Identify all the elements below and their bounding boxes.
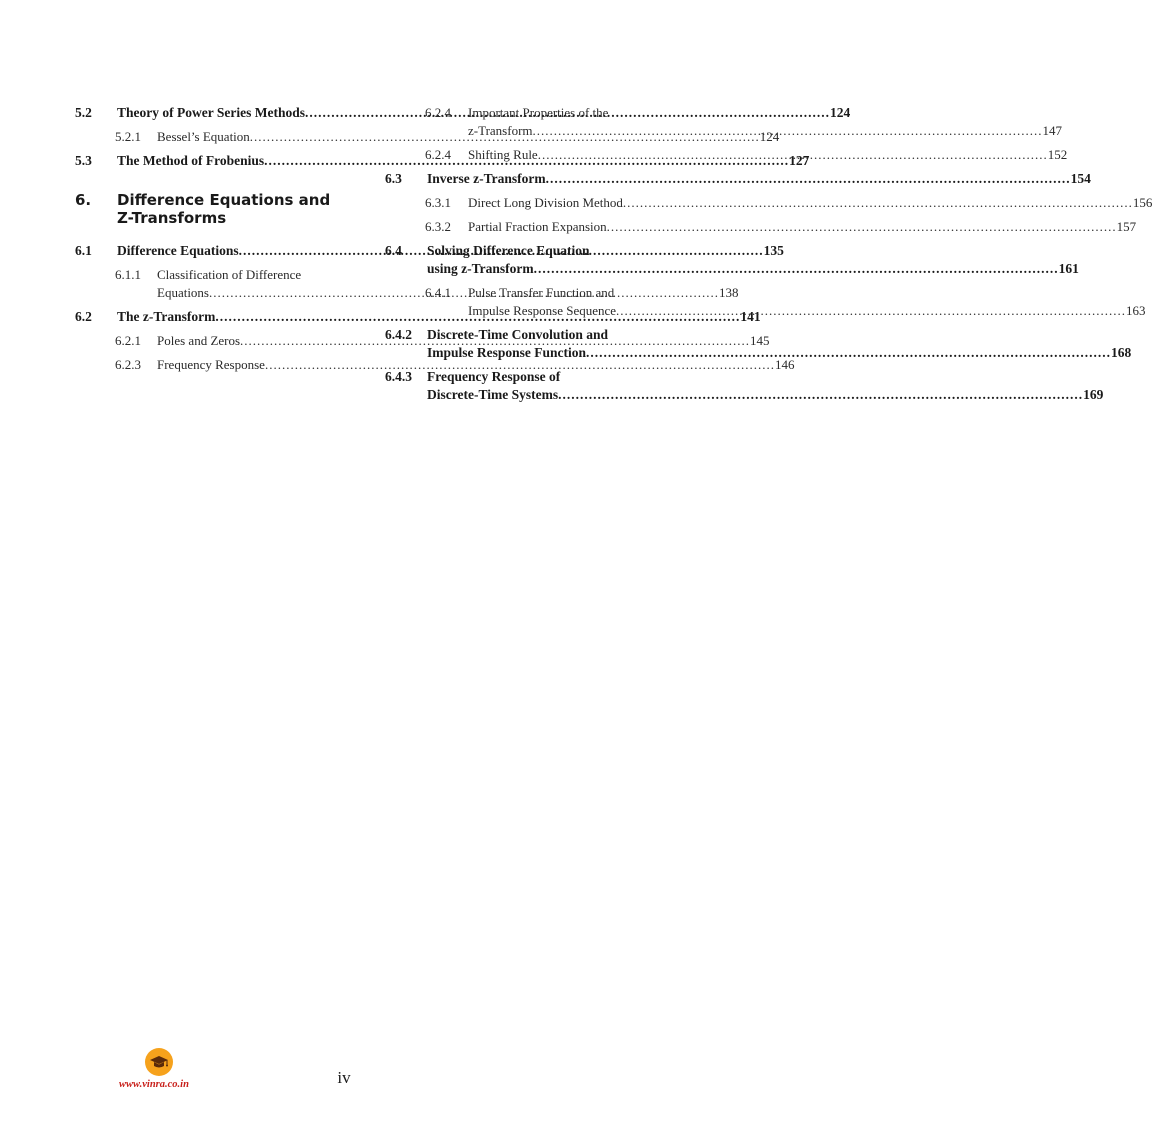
entry-number: 6.1.1 xyxy=(115,267,141,282)
entry-title: Equations xyxy=(157,285,209,300)
leader-dots xyxy=(533,122,1043,140)
leader-dots xyxy=(586,344,1111,362)
entry-number: 6.2.1 xyxy=(115,333,141,348)
entry-page: 127 xyxy=(789,153,810,168)
entry-page: 147 xyxy=(1042,123,1063,138)
toc-entry-6-2-3[interactable] xyxy=(115,356,795,374)
entry-page: 168 xyxy=(1111,345,1132,360)
entry-title: Impulse Response Sequence xyxy=(468,303,617,318)
entry-number: 6.4 xyxy=(385,243,402,258)
chapter-number: 6. xyxy=(75,191,92,209)
entry-page: 141 xyxy=(740,309,761,324)
entry-page: 154 xyxy=(1070,171,1091,186)
page-number: iv xyxy=(337,1068,351,1087)
entry-number: 6.3.2 xyxy=(425,219,451,234)
entry-page: 124 xyxy=(759,129,780,144)
entry-number: 6.4.2 xyxy=(385,327,412,342)
website-link[interactable]: www.vinra.co.in xyxy=(119,1079,189,1090)
entry-page: 145 xyxy=(750,333,770,348)
entry-page: 124 xyxy=(829,105,851,120)
entry-title-line1: Pulse Transfer Function and xyxy=(468,285,615,300)
entry-number: 6.2.3 xyxy=(115,357,141,372)
entry-title-line1: Solving Difference Equation xyxy=(427,243,590,258)
toc-entry-6-3-2[interactable] xyxy=(425,218,1137,236)
leader-dots xyxy=(623,194,1133,212)
entry-title: Shifting Rule xyxy=(468,147,538,162)
entry-title: Bessel’s Equation xyxy=(157,129,250,144)
entry-number: 5.2 xyxy=(75,105,92,120)
entry-title-line1: Important Properties of the xyxy=(468,105,609,120)
entry-title: The Method of Frobenius xyxy=(117,153,265,168)
entry-title: z-Transform xyxy=(468,123,533,138)
entry-page: 138 xyxy=(719,285,739,300)
entry-number: 5.3 xyxy=(75,153,92,168)
entry-page: 146 xyxy=(774,357,795,372)
entry-title: Frequency Response xyxy=(157,357,265,372)
entry-title: Poles and Zeros xyxy=(157,333,241,348)
toc-entry-6-4-3[interactable] xyxy=(385,368,1104,404)
entry-page: 163 xyxy=(1126,303,1146,318)
entry-number: 6.1 xyxy=(75,243,92,258)
leader-dots xyxy=(534,260,1059,278)
entry-number: 6.2 xyxy=(75,309,92,324)
leader-dots xyxy=(546,170,1071,188)
leader-dots xyxy=(538,146,1048,164)
entry-page: 161 xyxy=(1058,261,1079,276)
entry-number: 6.2.4 xyxy=(425,105,451,120)
entry-number: 6.3 xyxy=(385,171,402,186)
entry-title: Direct Long Division Method xyxy=(468,195,623,210)
chapter-title-line1: Difference Equations and xyxy=(117,191,331,209)
entry-page: 152 xyxy=(1047,147,1068,162)
leader-dots xyxy=(607,218,1117,236)
entry-title: The z-Transform xyxy=(117,309,216,324)
entry-page: 169 xyxy=(1083,387,1104,402)
toc-entry-6-3[interactable] xyxy=(385,170,1091,188)
entry-title: using z-Transform xyxy=(427,261,534,276)
entry-title: Inverse z-Transform xyxy=(427,171,546,186)
entry-title: Discrete-Time Systems xyxy=(427,387,559,402)
entry-title: Partial Fraction Expansion xyxy=(468,219,607,234)
chapter-title xyxy=(117,191,367,227)
chapter-title-line2: Z-Transforms xyxy=(117,209,227,227)
entry-number: 6.4.3 xyxy=(385,369,412,384)
entry-number: 5.2.1 xyxy=(115,129,141,144)
entry-page: 135 xyxy=(763,243,784,258)
entry-title: Difference Equations xyxy=(117,243,239,258)
entry-title: Theory of Power Series Methods xyxy=(117,105,305,120)
leader-dots xyxy=(616,302,1126,320)
chapter-heading-6[interactable] xyxy=(75,191,367,231)
entry-number: 6.2.4 xyxy=(425,147,451,162)
entry-page: 157 xyxy=(1116,219,1137,234)
leader-dots xyxy=(558,386,1083,404)
entry-page: 156 xyxy=(1132,195,1152,210)
entry-title-line1: Discrete-Time Convolution and xyxy=(427,327,609,342)
entry-title: Impulse Response Function xyxy=(427,345,587,360)
entry-number: 6.4.1 xyxy=(425,285,451,300)
entry-title-line1: Classification of Difference xyxy=(157,267,302,282)
entry-title-line1: Frequency Response of xyxy=(427,369,561,384)
toc-entry-6-3-1[interactable] xyxy=(425,194,1152,212)
entry-number: 6.3.1 xyxy=(425,195,451,210)
